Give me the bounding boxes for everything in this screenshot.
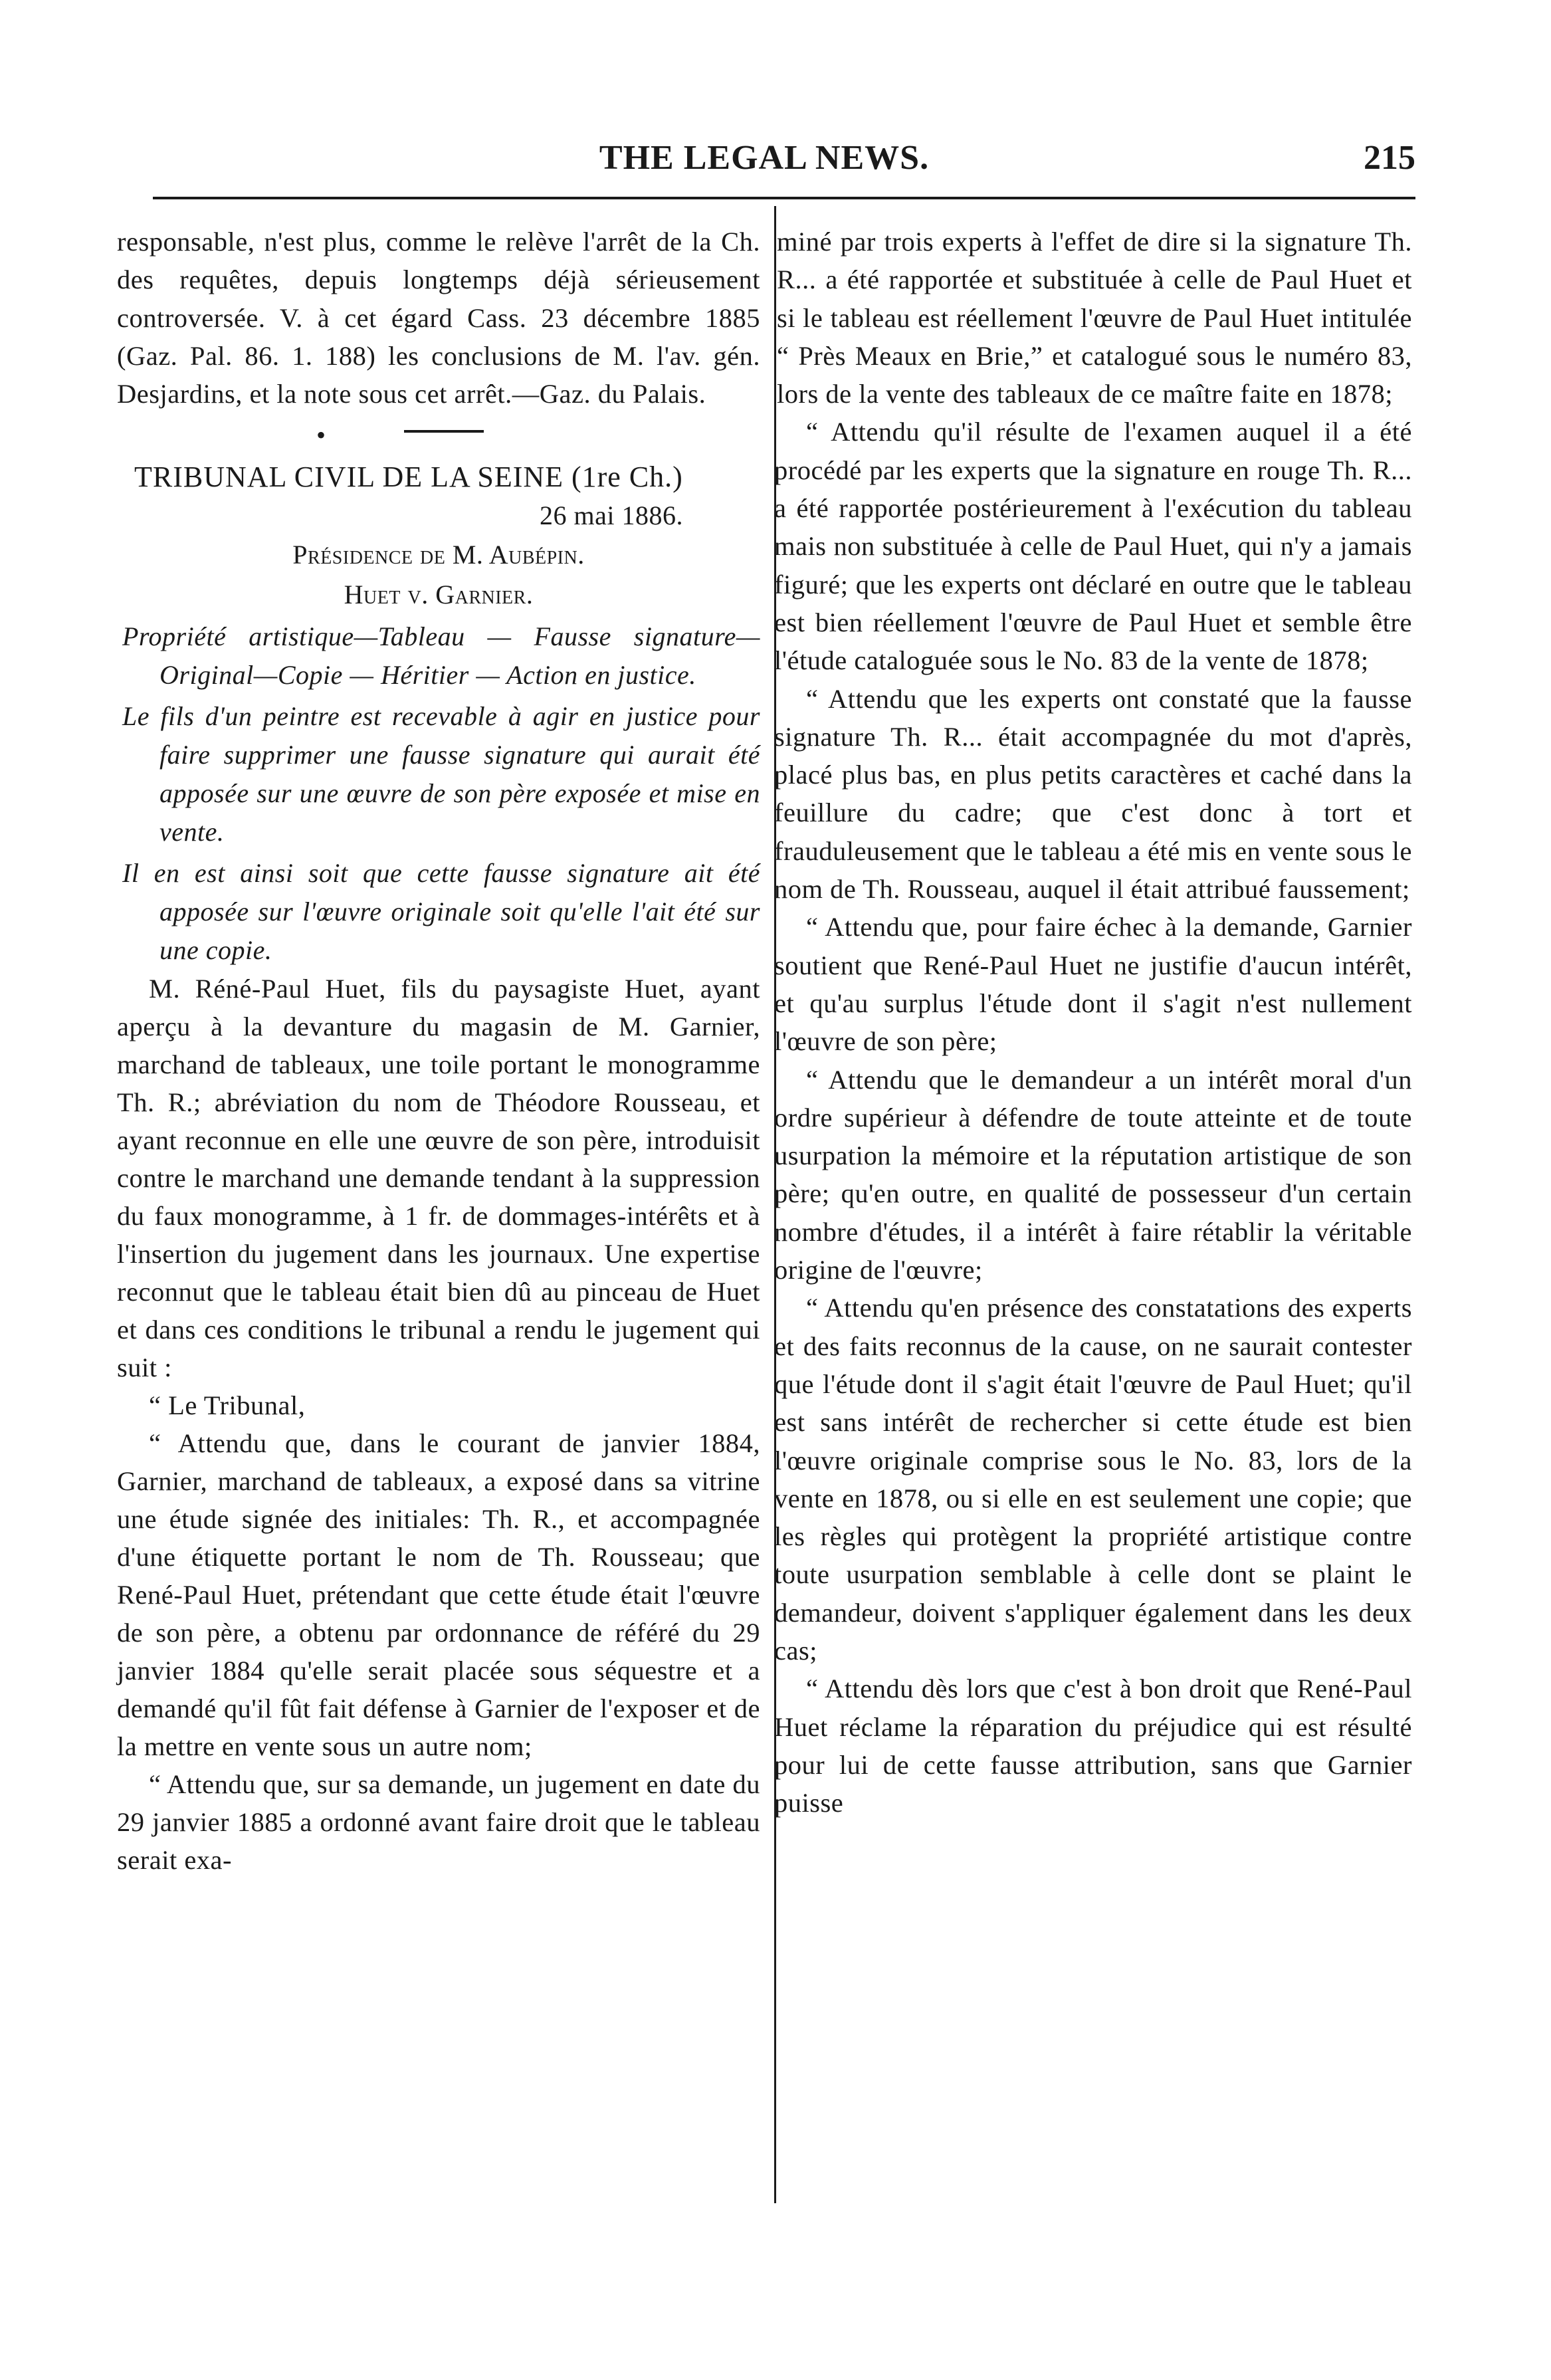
separator-rule bbox=[404, 430, 484, 433]
intro-paragraph: responsable, n'est plus, comme le relève l'arrêt de la Ch. des requêtes, depuis longtemps déjà sérieusement controversée. V. à cet égard Cass. 23 décembre 1885 (Gaz. Pal. 86. 1. 188) les conclusions de M. l'av. gén. Desjardins, et la note sous cet arrêt.—Gaz. du Palais. bbox=[117, 227, 760, 409]
presidence-line: Présidence de M. Aubépin. bbox=[292, 540, 585, 570]
attendu-paragraph: “ Attendu que le demandeur a un intérêt moral d'un ordre supérieur à défendre de toute atteinte et de toute usurpation la mémoire et la réputation artistique de son père; qu'en outre, en qualité de possesseur d'un certain nombre d'études, il a intérêt à faire rétablir la véritable origine de l'œuvre; bbox=[774, 1064, 1412, 1285]
attendu-paragraph: “ Attendu que les experts ont constaté que la fausse signature Th. R... était accompagnée du mot d'après, placé plus bas, en plus petits caractères et caché dans la feuillure du cadre; que c'est donc à tort et frauduleusement que le tableau a été mis en vente sous le nom de Th. Rousseau, auquel il était attribué faussement; bbox=[774, 683, 1412, 905]
syllabus-headnote: Propriété artistique—Tableau — Fausse signature—Original—Copie — Héritier — Action en justice. bbox=[122, 621, 760, 691]
judgment-date: 26 mai 1886. bbox=[540, 500, 683, 531]
separator-dot: • bbox=[316, 420, 326, 451]
parties-line: Huet v. Garnier. bbox=[344, 580, 534, 610]
continuation-paragraph: miné par trois experts à l'effet de dire si la signature Th. R... a été rapportée et substituée à celle de Paul Huet et si le tableau est réellement l'œuvre de Paul Huet intitulée “ Près Meaux en Brie,” et catalogué sous le numéro 83, lors de la vente des tableaux de ce maître faite en 1878; bbox=[777, 227, 1412, 409]
page-number: 215 bbox=[1364, 139, 1415, 177]
attendu-paragraph: “ Attendu qu'en présence des constatations des experts et des faits reconnus de la cause, on ne saurait contester que l'étude dont il s'agit était l'œuvre de Paul Huet; qu'il est sans intérêt de rechercher si cette étude est bien l'œuvre originale comprise sous le No. 83, lors de la vente en 1878, ou si elle en est seulement une copie; que les règles qui protègent la propriété artistique contre toute usurpation semblable à celle dont se plaint le demandeur, doivent s'appliquer également dans les deux cas; bbox=[774, 1293, 1412, 1666]
court-heading: TRIBUNAL CIVIL DE LA SEINE (1re Ch.) bbox=[134, 461, 683, 494]
attendu-paragraph: “ Attendu que, dans le courant de janvier 1884, Garnier, marchand de tableaux, a exposé dans sa vitrine une étude signée des initiales: Th. R., et accompagnée d'une étiquette portant le nom de Th. Rousseau; que René-Paul Huet, prétendant que cette étude était l'œuvre de son père, a obtenu par ordonnance de référé du 29 janvier 1884 qu'elle serait placée sous séquestre et a demandé qu'il fût fait défense à Garnier de l'exposer et de la mettre en vente sous un autre nom; bbox=[117, 1428, 760, 1762]
attendu-paragraph: “ Attendu que, pour faire échec à la demande, Garnier soutient que René-Paul Huet ne justifie d'aucun intérêt, et qu'au surplus l'étude dont il s'agit n'est nullement l'œuvre de son père; bbox=[774, 912, 1412, 1057]
facts-paragraph: M. Réné-Paul Huet, fils du paysagiste Huet, ayant aperçu à la devanture du magasin de M. Garnier, marchand de tableaux, une toile portant le monogramme Th. R.; abréviation du nom de Théodore Rousseau, et ayant reconnue en elle une œuvre de son père, introduisit contre le marchand une demande tendant à la suppression du faux monogramme, à 1 fr. de dommages-intérêts et à l'insertion du jugement dans les journaux. Une expertise reconnut que le tableau était bien dû au pinceau de Huet et dans ces conditions le tribunal a rendu le jugement qui suit : bbox=[117, 974, 760, 1383]
section-separator bbox=[117, 413, 760, 453]
right-column bbox=[774, 223, 1412, 1822]
left-column bbox=[117, 223, 760, 1879]
tribunal-opening: “ Le Tribunal, bbox=[149, 1390, 306, 1421]
attendu-paragraph: “ Attendu que, sur sa demande, un jugement en date du 29 janvier 1885 a ordonné avant faire droit que le tableau serait exa- bbox=[117, 1769, 760, 1876]
header-rule bbox=[153, 197, 1415, 199]
running-head bbox=[153, 138, 1415, 191]
syllabus-rule-2: Il en est ainsi soit que cette fausse signature ait été apposée sur l'œuvre originale soit qu'elle l'ait été sur une copie. bbox=[122, 858, 760, 966]
journal-title: THE LEGAL NEWS. bbox=[599, 139, 930, 177]
attendu-paragraph: “ Attendu dès lors que c'est à bon droit que René-Paul Huet réclame la réparation du préjudice qui est résulté pour lui de cette fausse attribution, sans que Garnier puisse bbox=[774, 1674, 1412, 1818]
attendu-paragraph: “ Attendu qu'il résulte de l'examen auquel il a été procédé par les experts que la signature en rouge Th. R... a été rapportée postérieurement à l'exécution du tableau mais non substituée à celle de Paul Huet, qui n'y a jamais figuré; que les experts ont déclaré en outre que le tableau est bien réellement l'œuvre de Paul Huet et semble être l'étude cataloguée sous le No. 83 de la vente de 1878; bbox=[774, 417, 1412, 676]
syllabus-rule-1: Le fils d'un peintre est recevable à agir en justice pour faire supprimer une fausse signature qui aurait été apposée sur une œuvre de son père exposée et mise en vente. bbox=[122, 701, 760, 847]
